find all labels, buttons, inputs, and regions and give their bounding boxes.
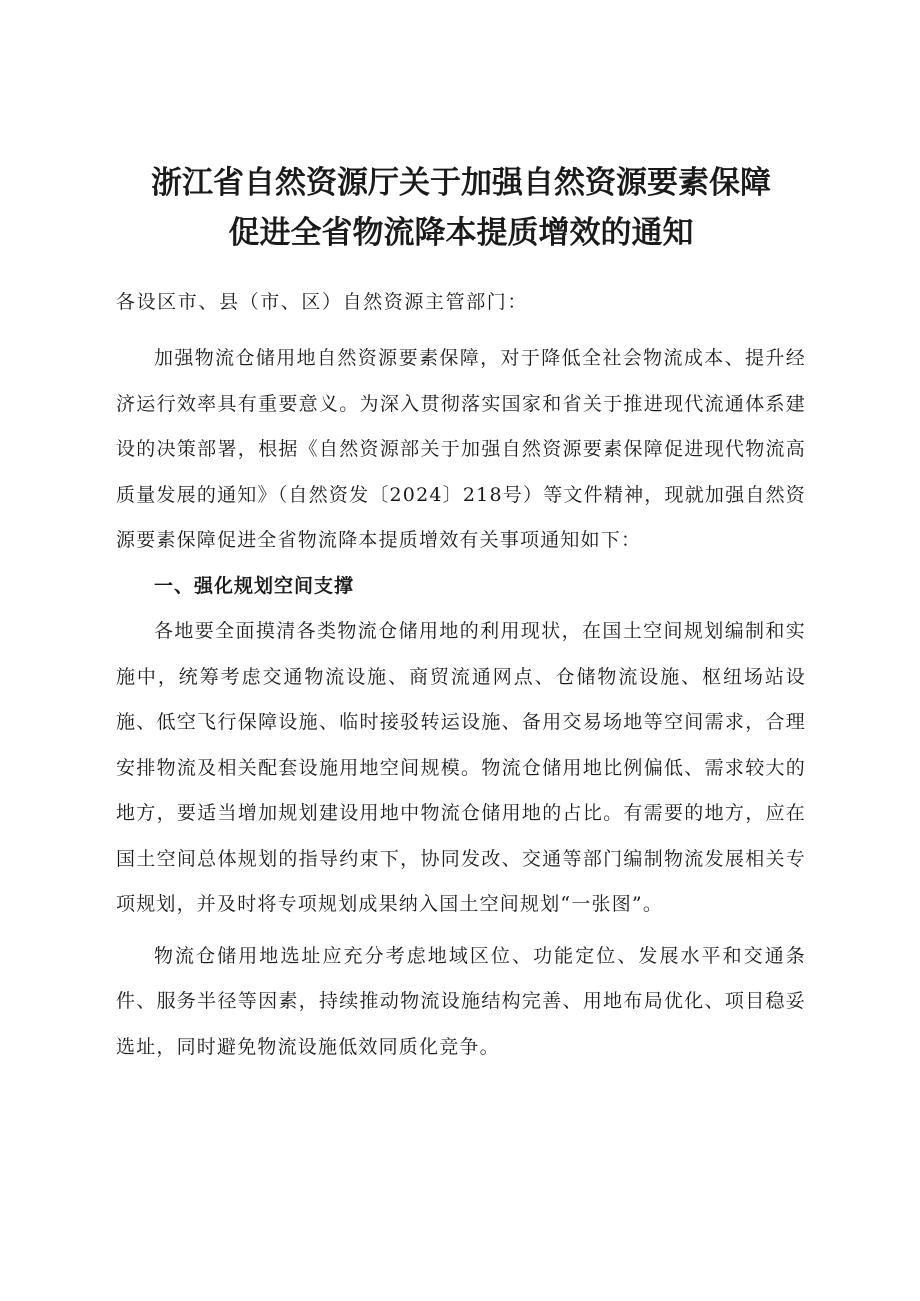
section1-paragraph-1: 各地要全面摸清各类物流仓储用地的利用现状，在国土空间规划编制和实施中，统筹考虑交通物流设施、商贸流通网点、仓储物流设施、枢纽场站设施、低空飞行保障设施、临时接驳转运设施、备用交易场地等空间需求，合理安排物流及相关配套设施用地空间规模。物流仓储用地比例偏低、需求较大的地方，要适当增加规划建设用地中物流仓储用地的占比。有需要的地方，应在国土空间总体规划的指导约束下，协同发改、交通等部门编制物流发展相关专项规划，并及时将专项规划成果纳入国土空间规划“一张图”。 — [116, 620, 806, 915]
section1-paragraph-2: 物流仓储用地选址应充分考虑地域区位、功能定位、发展水平和交通条件、服务半径等因素，持续推动物流设施结构完善、用地布局优化、项目稳妥选址，同时避免物流设施低效同质化竞争。 — [116, 944, 806, 1058]
addressee: 各设区市、县（市、区）自然资源主管部门： — [116, 291, 529, 313]
title-line-2: 促进全省物流降本提质增效的通知 — [228, 215, 694, 251]
section-heading-1: 一、强化规划空间支撑 — [154, 574, 355, 597]
document-title — [116, 158, 806, 258]
intro-paragraph: 加强物流仓储用地自然资源要素保障，对于降低全社会物流成本、提升经济运行效率具有重要意义。为深入贯彻落实国家和省关于推进现代流通体系建设的决策部署，根据《自然资源部关于加强自然资源要素保障促进现代物流高质量发展的通知》（自然资发〔2024〕218号）等文件精神，现就加强自然资源要素保障促进全省物流降本提质增效有关事项通知如下： — [116, 347, 806, 551]
title-line-1: 浙江省自然资源厅关于加强自然资源要素保障 — [151, 165, 771, 201]
